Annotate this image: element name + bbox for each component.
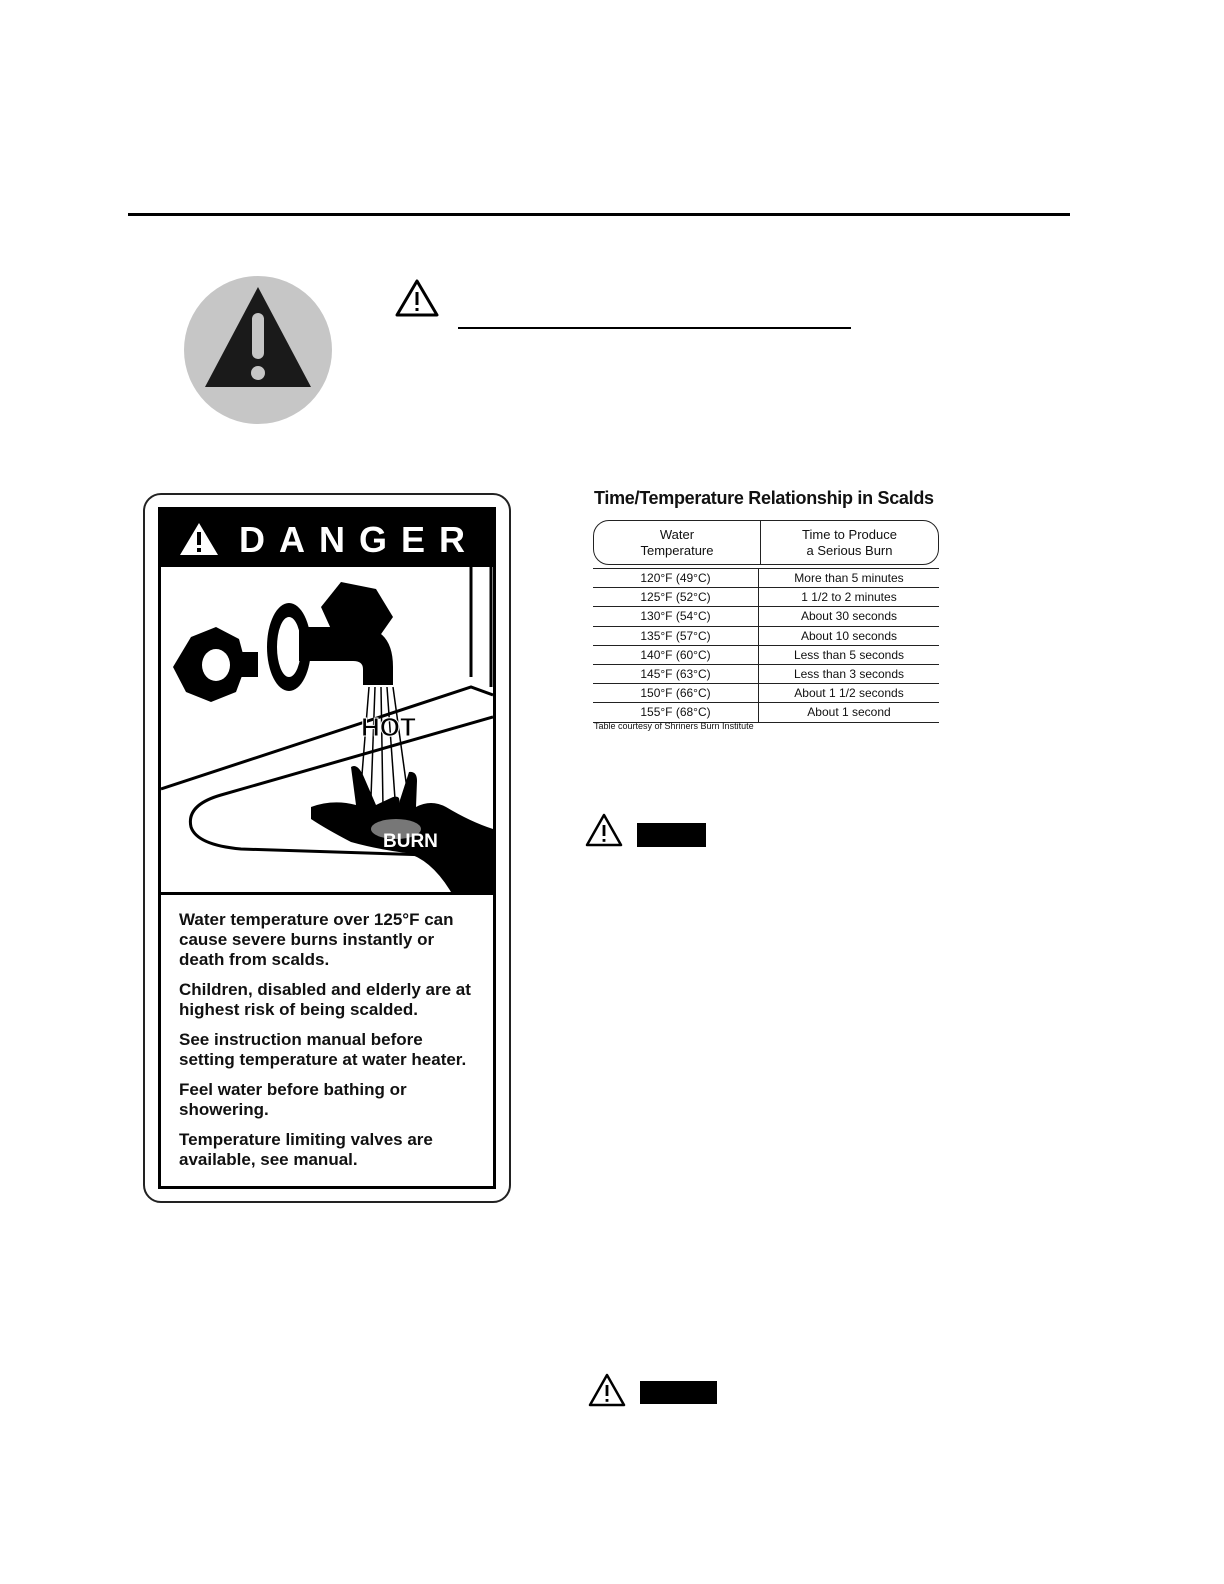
table-cell: 140°F (60°C) (593, 646, 759, 664)
table-cell: 1 1/2 to 2 minutes (801, 590, 897, 605)
danger-statement: Water temperature over 125°F can cause severe burns instantly or death from scalds. (179, 910, 454, 969)
warning-circle-icon (183, 275, 333, 425)
table-cell: 145°F (63°C) (593, 665, 759, 683)
hot-label: HOT (361, 712, 416, 742)
danger-statements (179, 910, 479, 1180)
table-cell: 150°F (66°C) (593, 684, 759, 702)
faucet-hand-illustration (161, 567, 493, 892)
redacted-signal-word (637, 823, 706, 847)
table-row (593, 665, 939, 684)
table-row (593, 627, 939, 646)
danger-statement: Children, disabled and elderly are at highest risk of being scalded. (179, 980, 471, 1019)
table-cell: About 1 second (807, 705, 891, 720)
burn-label: BURN (383, 831, 438, 852)
danger-header (161, 510, 493, 567)
scald-table (593, 520, 939, 723)
table-cell: About 30 seconds (800, 609, 898, 624)
table-row (593, 588, 939, 607)
table-cell: 130°F (54°C) (593, 607, 759, 625)
table-title: Time/Temperature Relationship in Scalds (594, 488, 934, 508)
table-row (593, 607, 939, 626)
table-cell: Less than 3 seconds (793, 666, 905, 681)
table-cell: 125°F (52°C) (593, 588, 759, 606)
warning-triangle-icon (585, 813, 623, 847)
section-divider (128, 213, 1070, 216)
danger-label-frame (158, 507, 496, 1189)
table-cell: 135°F (57°C) (593, 627, 759, 645)
table-footnote: Table courtesy of Shriners Burn Institute (594, 721, 754, 731)
table-row (593, 684, 939, 703)
danger-statement: Temperature limiting valves are available, see manual. (179, 1130, 433, 1169)
table-cell: About 1 1/2 seconds (794, 686, 904, 701)
table-body (593, 568, 939, 723)
warning-triangle-icon (588, 1373, 626, 1407)
danger-word: DANGER (239, 519, 480, 560)
danger-statement: See instruction manual before setting temperature at water heater. (179, 1030, 467, 1069)
table-cell: 120°F (49°C) (593, 569, 759, 587)
column-header: Time to Produce a Serious Burn (802, 526, 897, 558)
table-cell: Less than 5 seconds (793, 647, 905, 662)
redacted-signal-word (640, 1381, 717, 1404)
column-header: Water Temperature (594, 521, 761, 564)
table-row (593, 703, 939, 722)
table-cell: 155°F (68°C) (593, 703, 759, 721)
table-cell: About 10 seconds (800, 628, 898, 643)
table-header (593, 520, 939, 565)
table-row (593, 646, 939, 665)
table-cell: More than 5 minutes (794, 571, 904, 585)
danger-label (143, 493, 511, 1203)
danger-triangle-icon (179, 522, 219, 556)
table-row (593, 569, 939, 588)
scald-illustration (161, 567, 493, 895)
heading-underline (458, 327, 851, 329)
danger-statement: Feel water before bathing or showering. (179, 1080, 407, 1119)
warning-triangle-icon (394, 278, 440, 318)
